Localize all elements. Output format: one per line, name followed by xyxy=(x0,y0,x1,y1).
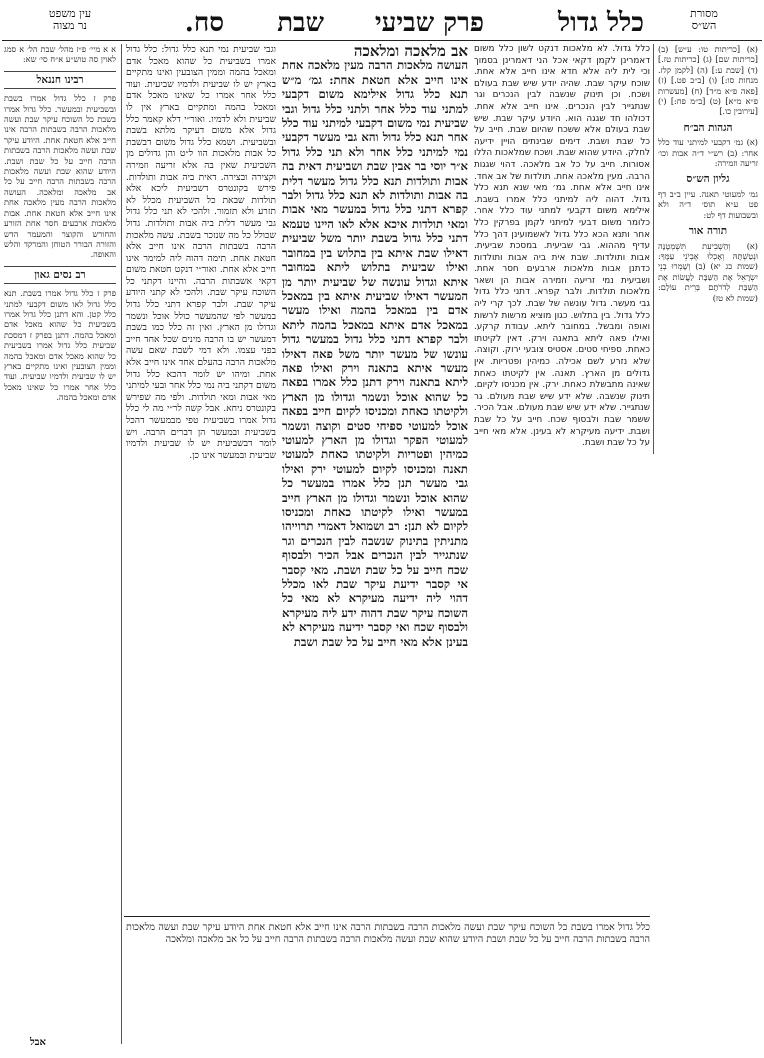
rabbeinu-chananel-text: פרק ז כלל גדול אמרו בשבת ובשביעית ובמעשר. כלל גדול אמרו בשבת כל השוכח עיקר שבת ועשה מלאכות הרבה בשבתות הרבה אינו חייב אלא חטאת אחת. היודע עיקר שבת ועשה מלאכות הרבה בשבתות הרבה חייב על כל שבת ושבת. היודע שהוא שבת ועשה מלאכות הרבה בשבתות הרבה חייב על כל אב מלאכה ומלאכה. העושה מלאכות הרבה מעין מלאכה אחת אינו חייב אלא חטאת אחת. אבות מלאכות ארבעים חסר אחת הזורע והחורש והקוצר והמעמר הדש והזורה הבורר הטוחן והמרקד והלש והאופה. xyxy=(4,93,116,260)
bottom-rule xyxy=(124,916,650,917)
gemara-text: העושה מלאכות הרבה מעין מלאכה אחת אינו חייב אלא חטאת אחת: גמ׳ מ״ש תנא כלל גדול אילימא משום דקבעי למתני עוד כלל אחר ולתני כלל גדול וגבי שביעית נמי משום דקבעי למיתני עוד כלל אחר תנא כלל גדול והא גבי מעשר דקבעי נמי למיתני כלל אחר ולא תני כלל גדול א״ר יוסי בר אבין שבת ושביעית דאית בה אבות ותולדות תנא כלל גדול מעשר דלית בה אבות ותולדות לא תנא כלל גדול ולבר קפרא דתני כלל גדול במעשר מאי אבות ומאי תולדות איכא אלא לאו היינו טעמא דתני כלל גדול בשבת יותר משל שביעית דאילו שבת איתא בין בתלוש בין במחובר ואילו שביעית בתלוש ליתא במחובר איתא וגדול עונשה של שביעית יותר מן המעשר דאילו שביעית איתא בין במאכל אדם בין במאכל בהמה ואילו מעשר במאכל אדם איתא במאכל בהמה ליתא ולבר קפרא דתני כלל גדול במעשר גדול עונשו של מעשר יותר משל פאה דאילו מעשר איתא בתאנה וירק ואילו פאה ליתא בתאנה וירק דתנן כלל אמרו בפאה כל שהוא אוכל ונשמר וגדולו מן הארץ ולקיטתו כאחת ומכניסו לקיום חייב בפאה אוכל למעוטי ספיחי סטים וקוצה ונשמר למעוטי הפקר וגדולו מן הארץ למעוטי כמיהין ופטריות ולקיטתו כאחת למעוטי תאנה ומכניסו לקיום למעוטי ירק ואילו גבי מעשר תנן כלל אמרו במעשר כל שהוא אוכל ונשמר וגדולו מן הארץ חייב במעשר ואילו לקיטתו כאחת ומכניסו לקיום לא תנן: רב ושמואל דאמרי תרוייהו מתניתין בתינוק שנשבה לבין הנכרים וגר שנתגייר לבין הנכרים אבל הכיר ולבסוף שכח חייב על כל שבת ושבת. מאי קסבר אי קסבר ידיעת עיקר שבת לאו מכלל דהוי ליה ידיעה מעיקרא לא מאי כל השוכח עיקר שבת דהוה ידע ליה מעיקרא ולבסוף שכח ואי קסבר ידיעה מעיקרא לא בעינן אלא מאי חייב על כל שבת ושבת xyxy=(282,58,468,649)
ein-mishpat-label xyxy=(6,8,134,32)
page-header xyxy=(0,6,764,42)
catchword: אבל xyxy=(30,1037,46,1048)
masoret-label-line1: מסורת xyxy=(690,7,718,20)
ein-mishpat-text: א א מיי׳ פ״ז מהל׳ שבת הל׳ א סמג לאוין סה טוש״ע א״ח סי׳ שא: xyxy=(4,44,116,65)
hagahot-text: (א) גמ׳ דקבעי למיתני עוד כלל אחר: (ב) רש״י ד״ה אבות וכו׳ זריעה וזמירה: xyxy=(658,137,758,169)
gemara-intro: אב מלאכה ומלאכה xyxy=(353,44,468,60)
daf-number: סח. xyxy=(184,8,224,38)
rashi-column xyxy=(474,44,650,912)
masoret-label-line2: הש״ס xyxy=(691,19,717,32)
masoret-hashas-label xyxy=(662,8,746,32)
bottom-commentary-block xyxy=(126,922,650,1032)
perek-number: פרק שביעי xyxy=(374,8,484,38)
rashi-text: כלל גדול. לא מלאכות דנקט לשון כלל משום דאמרינן לקמן דקאי אכל הני דאמרינן בסמוך וכי לית ליה אלא חדא אינו חייב אלא אחת. שוכח עיקר שבת. שהיה יודע שיש שבת בעולם ושכח. וכן תינוק שנשבה לבין הנכרים וגר שנתגייר לבין הנכרים. אינו חייב אלא אחת. דכולהו חד שגגה הוא. היודע עיקר שבת. שיש שבת בעולם אלא ששכח שהיום שבת. חייב על כל שבת ושבת. דימים שבינתים הויין ידיעה לחלק. היודע שהוא שבת. ושכח שמלאכות הללו אסורות. חייב על כל אב מלאכה. דהוי שגגות הרבה. מעין מלאכה אחת. תולדות של אב אחד. אינו חייב אלא אחת. גמ׳ מאי שנא תנא כלל גדול. דהוה ליה למיתני כלל אמרו בשבת. אילימא משום דקבעי למתני עוד כלל אחר. כלומר משום דבעי למיתני לקמן בפרקין כלל אחר ותנא הכא כלל גדול לאשמועינן דהך כלל עדיף מההוא. גבי שביעית. במסכת שביעית. אבות ותולדות. שבת אית ביה אבות ותולדות כדתנן אבות מלאכות ארבעים חסר אחת. ושביעית נמי זריעה וזמירה אבות הן ושאר מלאכות תולדות. ולבר קפרא. דתני כלל גדול גבי מעשר. גדול עונשה של שבת. לכך קרי ליה כלל גדול. בין בתלוש. כגון מוציא מרשות לרשות ואופה ומבשל. במחובר ליתא. עבודת קרקע. ואילו פאה ליתא בתאנה וירק. דאין לקיטתו כאחת. ספיחי סטים. אסטיס צובעי ירוק. וקוצה. שלא נזרע לשם אכילה. כמיהין ופטריות. אין גדולים מן הארץ. תאנה. אין לקיטתו כאחת שאינה מתבשלת כאחת. ירק. אין מכניסו לקיום. תינוק שנשבה. שלא ידע שיש שבת מעולם. גר שנתגייר. שלא ידע שיש שבת מעולם. אבל הכיר. ששמר שבת ולבסוף שכח. חייב על כל שבת ושבת. ידיעה מעיקרא לא בעינן. אלא מאי חייב על כל שבת ושבת. xyxy=(474,44,650,449)
tosafot-column xyxy=(126,44,276,912)
left-margin-column xyxy=(4,44,116,1044)
header-rule xyxy=(2,40,762,41)
rav-nissim-title: רב נסים גאון xyxy=(4,266,116,284)
torah-or-title: תורה אור xyxy=(688,225,728,238)
right-margin-column xyxy=(658,44,758,464)
masechet-name: שבת xyxy=(277,8,324,38)
right-margin-divider xyxy=(653,44,654,454)
bottom-mishna-text: כלל גדול אמרו בשבת כל השוכח עיקר שבת ועשה מלאכות הרבה בשבתות הרבה אינו חייב אלא חטאת אחת היודע עיקר שבת ועשה מלאכות הרבה בשבתות הרבה חייב על כל שבת ושבת היודע שהוא שבת ועשה מלאכות הרבה בשבתות הרבה חייב על כל אב מלאכה ומלאכה xyxy=(126,922,650,945)
ein-mishpat-label-line2: נר מצוה xyxy=(53,19,87,32)
chapter-name: כלל גדול xyxy=(558,8,644,38)
masoret-hashas-text: (א) [כריתות טו: ע״ש] (ב) [כריתות שם] (ג) [כריתות טז.] (ד) [שבת ע:] (ה) [לקמן קלז. מנחות סו:] (ו) [ב״ב פט.] (ז) [פאה פ״א מ״ד] (ח) [מעשרות פ״א מ״א] (ט) [ב״מ פח:] (י) [עירובין כו.] xyxy=(658,44,758,117)
gilyon-text: גמ׳ למעוטי תאנה. עיין ב״ב דף פט ע״א תוס׳ ד״ה ולא ובשבועות דף לט: xyxy=(658,188,758,220)
gemara-column xyxy=(282,44,468,912)
hagahot-title: הגהות הב״ח xyxy=(683,121,733,134)
tosafot-text: וגבי שביעית נמי תנא כלל גדול: כלל גדול אמרו בשביעית כל שהוא מאכל אדם ומאכל בהמה וממין הצובעין ואינו מתקיים בארץ יש לו שביעית ולדמיו שביעית. ועוד כלל אחר אמרו כל שאינו מאכל אדם ומאכל בהמה ומתקיים בארץ אין לו שביעית ולא לדמיו. ואור״י דלא קאמר כלל גדול אלא משום דעיקר מלתא בשבת ובשביעית. ושמא כלל גדול משום דבשבת כל אבות מלאכות הוו ל״ט והן גדולים מן השביעית שאין בה אלא זריעה וזמירה וקצירה ובצירה. דאית ביה אבות ותולדות. פירש בקונטרס דשביעית ליכא אלא תולדות שבאת כל השביעית מכלל לא תזרע ולא תזמור. ולהכי לא תני כלל גדול גבי מעשר דלית ביה אבות ותולדות. גדול שכולל כל מה שנזכר בשבת. עשה מלאכות הרבה בשבתות הרבה אינו חייב אלא חטאת אחת. תימה דהוה ליה למימר אינו חייב אלא אחת. ואור״י דנקט חטאת משום דקאי אשבתות הרבה. והיינו דקתני כל השוכח עיקר שבת. ולהכי לא קתני היודע עיקר שבת. ולבר קפרא דתני כלל גדול במעשר לפי שהמעשר כולל אוכל ונשמר וגדולו מן הארץ. ואין זה כלל כמו בשבת דמעשר יש בו הרבה מינים שכל אחד חייב בפני עצמו. ולא דמי לשבת שאם עשה מלאכות הרבה בהעלם אחד אינו חייב אלא אחת. ומיהו יש לומר דהכא כלל גדול משום דקתני ביה נמי כלל אחר ובעי למיתני מאי אבות ומאי תולדות. ולפי מה שפירש בקונטרס ניחא. אבל קשה לר״י מה לי כלל גדול אמרו בשביעית טפי מבמעשר דהכל בשביעית ובמעשר הן דברים הרבה. ויש לומר דבשביעית יש לו שביעית ולדמיו שביעית ובמעשר אינו כן. xyxy=(126,44,276,461)
rabbeinu-chananel-title: רבינו חננאל xyxy=(4,71,116,89)
gilyon-title: גליון הש״ס xyxy=(686,173,730,186)
rav-nissim-text: פרק ז כלל גדול אמרו בשבת. תנא כלל גדול לאו משום דקבעי למתני כלל קטן. והא דתנן כלל גדול אמרו בשביעית כל שהוא מאכל אדם ומאכל בהמה. דתנן בפרק ז דמסכת שביעית כלל גדול אמרו בשביעית כל שהוא מאכל אדם ומאכל בהמה וממין הצובעין ואינו מתקיים בארץ יש לו שביעית ולדמיו שביעית. ועוד כלל אחר אמרו כל שאינו מאכל אדם ומאכל בהמה. xyxy=(4,288,116,403)
running-title xyxy=(140,6,654,40)
left-margin-divider xyxy=(121,44,122,1044)
ein-mishpat-label-line1: עין משפט xyxy=(48,7,92,20)
torah-or-text: (א) וְהַשְׁבִיעִת תִּשְׁמְטֶנָּה וּנְטַשְׁתָּהּ וְאָכְלוּ אֶבְיֹנֵי עַמֶּךָ: (שמות כג יא) (ב) וְשָׁמְרוּ בְנֵי יִשְׂרָאֵל אֶת הַשַּׁבָּת לַעֲשׂוֹת אֶת הַשַּׁבָּת לְדֹרֹתָם בְּרִית עוֹלָם: (שמות לא טז) xyxy=(658,240,758,303)
